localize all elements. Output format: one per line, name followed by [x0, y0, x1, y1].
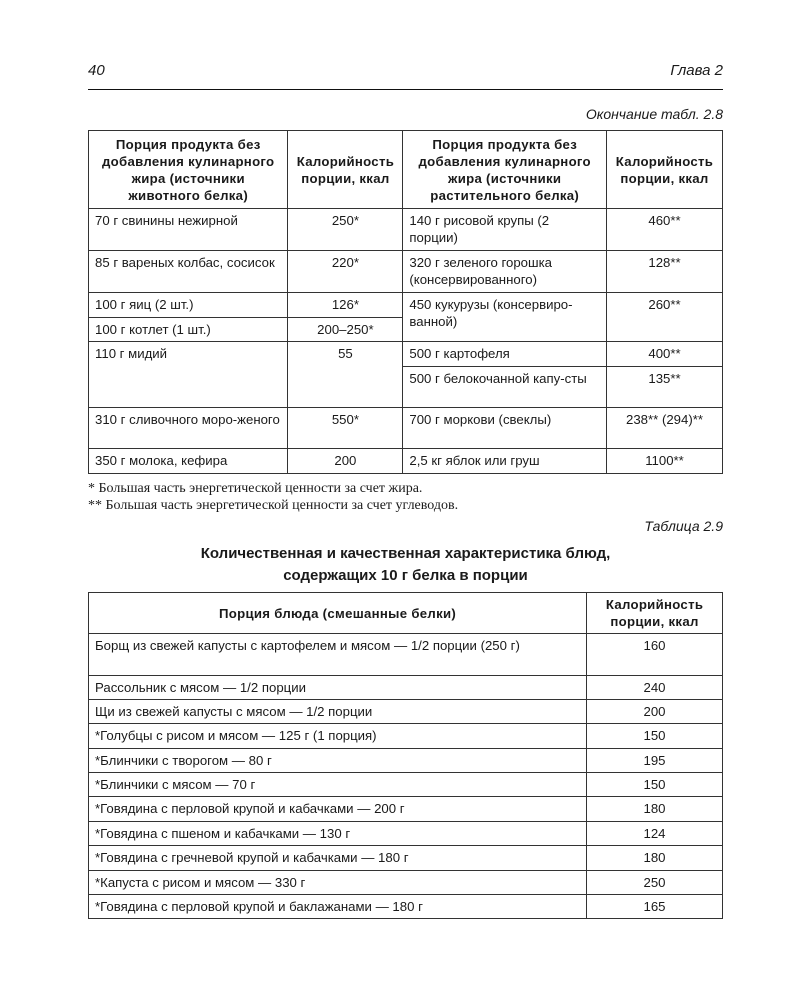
dish: *Блинчики с мясом — 70 г — [89, 773, 587, 797]
table-row — [89, 749, 723, 773]
animal-kcal: 250* — [288, 209, 403, 251]
dish-kcal: 150 — [587, 773, 723, 797]
table-row — [89, 773, 723, 797]
table-row — [89, 676, 723, 700]
table-row — [89, 634, 723, 676]
plant-portion: 700 г моркови (свеклы) — [403, 408, 607, 449]
chapter-title: Глава 2 — [670, 62, 723, 79]
animal-kcal: 126* — [288, 293, 403, 318]
dish: *Говядина с перловой крупой и кабачками — 200 г — [89, 797, 587, 822]
dish-kcal: 180 — [587, 797, 723, 822]
header-kcal: Калорийность порции, ккал — [587, 593, 723, 634]
dish-kcal: 250 — [587, 871, 723, 895]
header-plant-portion: Порция продукта без добавления кулинарного жира (источники растительного белка) — [403, 131, 607, 209]
dish: Рассольник с мясом — 1/2 порции — [89, 676, 587, 700]
dish: *Говядина с гречневой крупой и кабачками — 180 г — [89, 846, 587, 871]
header-plant-kcal: Калорийность порции, ккал — [607, 131, 723, 209]
dish: *Капуста с рисом и мясом — 330 г — [89, 871, 587, 895]
plant-portion: 500 г белокочанной капу-сты — [403, 367, 607, 408]
header-animal-kcal: Калорийность порции, ккал — [288, 131, 403, 209]
footnote-carbs: ** Большая часть энергетической ценности за счет углеводов. — [88, 498, 459, 513]
dish-kcal: 160 — [587, 634, 723, 676]
dish-kcal: 195 — [587, 749, 723, 773]
table-row — [89, 822, 723, 846]
animal-kcal: 200–250* — [288, 318, 403, 342]
dish-kcal: 124 — [587, 822, 723, 846]
plant-kcal: 135** — [607, 367, 723, 408]
table-row — [89, 408, 723, 449]
animal-portion: 85 г вареных колбас, сосисок — [89, 251, 288, 293]
header-rule — [88, 89, 723, 90]
plant-portion: 140 г рисовой крупы (2 порции) — [403, 209, 607, 251]
header-dish: Порция блюда (смешанные белки) — [89, 593, 587, 634]
plant-portion: 500 г картофеля — [403, 342, 607, 367]
table-row — [89, 293, 723, 318]
table-row — [89, 797, 723, 822]
plant-kcal: 460** — [607, 209, 723, 251]
plant-kcal: 400** — [607, 342, 723, 367]
animal-portion: 350 г молока, кефира — [89, 449, 288, 474]
dish-kcal: 150 — [587, 724, 723, 749]
table-header-row — [89, 593, 723, 634]
dish: *Блинчики с творогом — 80 г — [89, 749, 587, 773]
page-number: 40 — [88, 62, 105, 79]
animal-portion: 100 г котлет (1 шт.) — [89, 318, 288, 342]
plant-portion: 450 кукурузы (консервиро-ванной) — [403, 293, 607, 342]
dish: *Голубцы с рисом и мясом — 125 г (1 порция) — [89, 724, 587, 749]
footnote-fat: * Большая часть энергетической ценности за счет жира. — [88, 481, 423, 496]
table-row — [89, 724, 723, 749]
table-row — [89, 209, 723, 251]
table-2-9-title — [88, 543, 723, 587]
dish-kcal: 165 — [587, 895, 723, 919]
table-row — [89, 700, 723, 724]
animal-kcal: 550* — [288, 408, 403, 449]
plant-portion: 320 г зеленого горошка (консервированного) — [403, 251, 607, 293]
table-2-9 — [88, 592, 723, 919]
table-2-8-footnotes — [88, 480, 458, 514]
plant-kcal: 128** — [607, 251, 723, 293]
animal-kcal: 200 — [288, 449, 403, 474]
header-animal-portion: Порция продукта без добавления кулинарного жира (источники животного белка) — [89, 131, 288, 209]
running-head — [88, 62, 723, 86]
table-2-9-title-line2: содержащих 10 г белка в порции — [283, 567, 528, 584]
table-row — [89, 871, 723, 895]
table-2-8 — [88, 130, 723, 474]
dish: *Говядина с пшеном и кабачками — 130 г — [89, 822, 587, 846]
table-row — [89, 846, 723, 871]
table-row — [89, 342, 723, 367]
dish: Борщ из свежей капусты с картофелем и мясом — 1/2 порции (250 г) — [89, 634, 587, 676]
dish-kcal: 240 — [587, 676, 723, 700]
dish-kcal: 180 — [587, 846, 723, 871]
animal-portion: 310 г сливочного моро-женого — [89, 408, 288, 449]
animal-portion: 110 г мидий — [89, 342, 288, 408]
plant-kcal: 238** (294)** — [607, 408, 723, 449]
plant-kcal: 260** — [607, 293, 723, 342]
animal-kcal: 220* — [288, 251, 403, 293]
dish: Щи из свежей капусты с мясом — 1/2 порции — [89, 700, 587, 724]
dish: *Говядина с перловой крупой и баклажанами — 180 г — [89, 895, 587, 919]
plant-kcal: 1100** — [607, 449, 723, 474]
plant-portion: 2,5 кг яблок или груш — [403, 449, 607, 474]
animal-portion: 70 г свинины нежирной — [89, 209, 288, 251]
table-2-8-continuation-label: Окончание табл. 2.8 — [585, 106, 723, 122]
table-header-row — [89, 131, 723, 209]
table-2-9-title-line1: Количественная и качественная характеристика блюд, — [200, 545, 611, 562]
table-row — [89, 449, 723, 474]
table-2-9-label: Таблица 2.9 — [644, 518, 723, 534]
animal-portion: 100 г яиц (2 шт.) — [89, 293, 288, 318]
table-row — [89, 251, 723, 293]
animal-kcal: 55 — [288, 342, 403, 408]
dish-kcal: 200 — [587, 700, 723, 724]
table-row — [89, 895, 723, 919]
